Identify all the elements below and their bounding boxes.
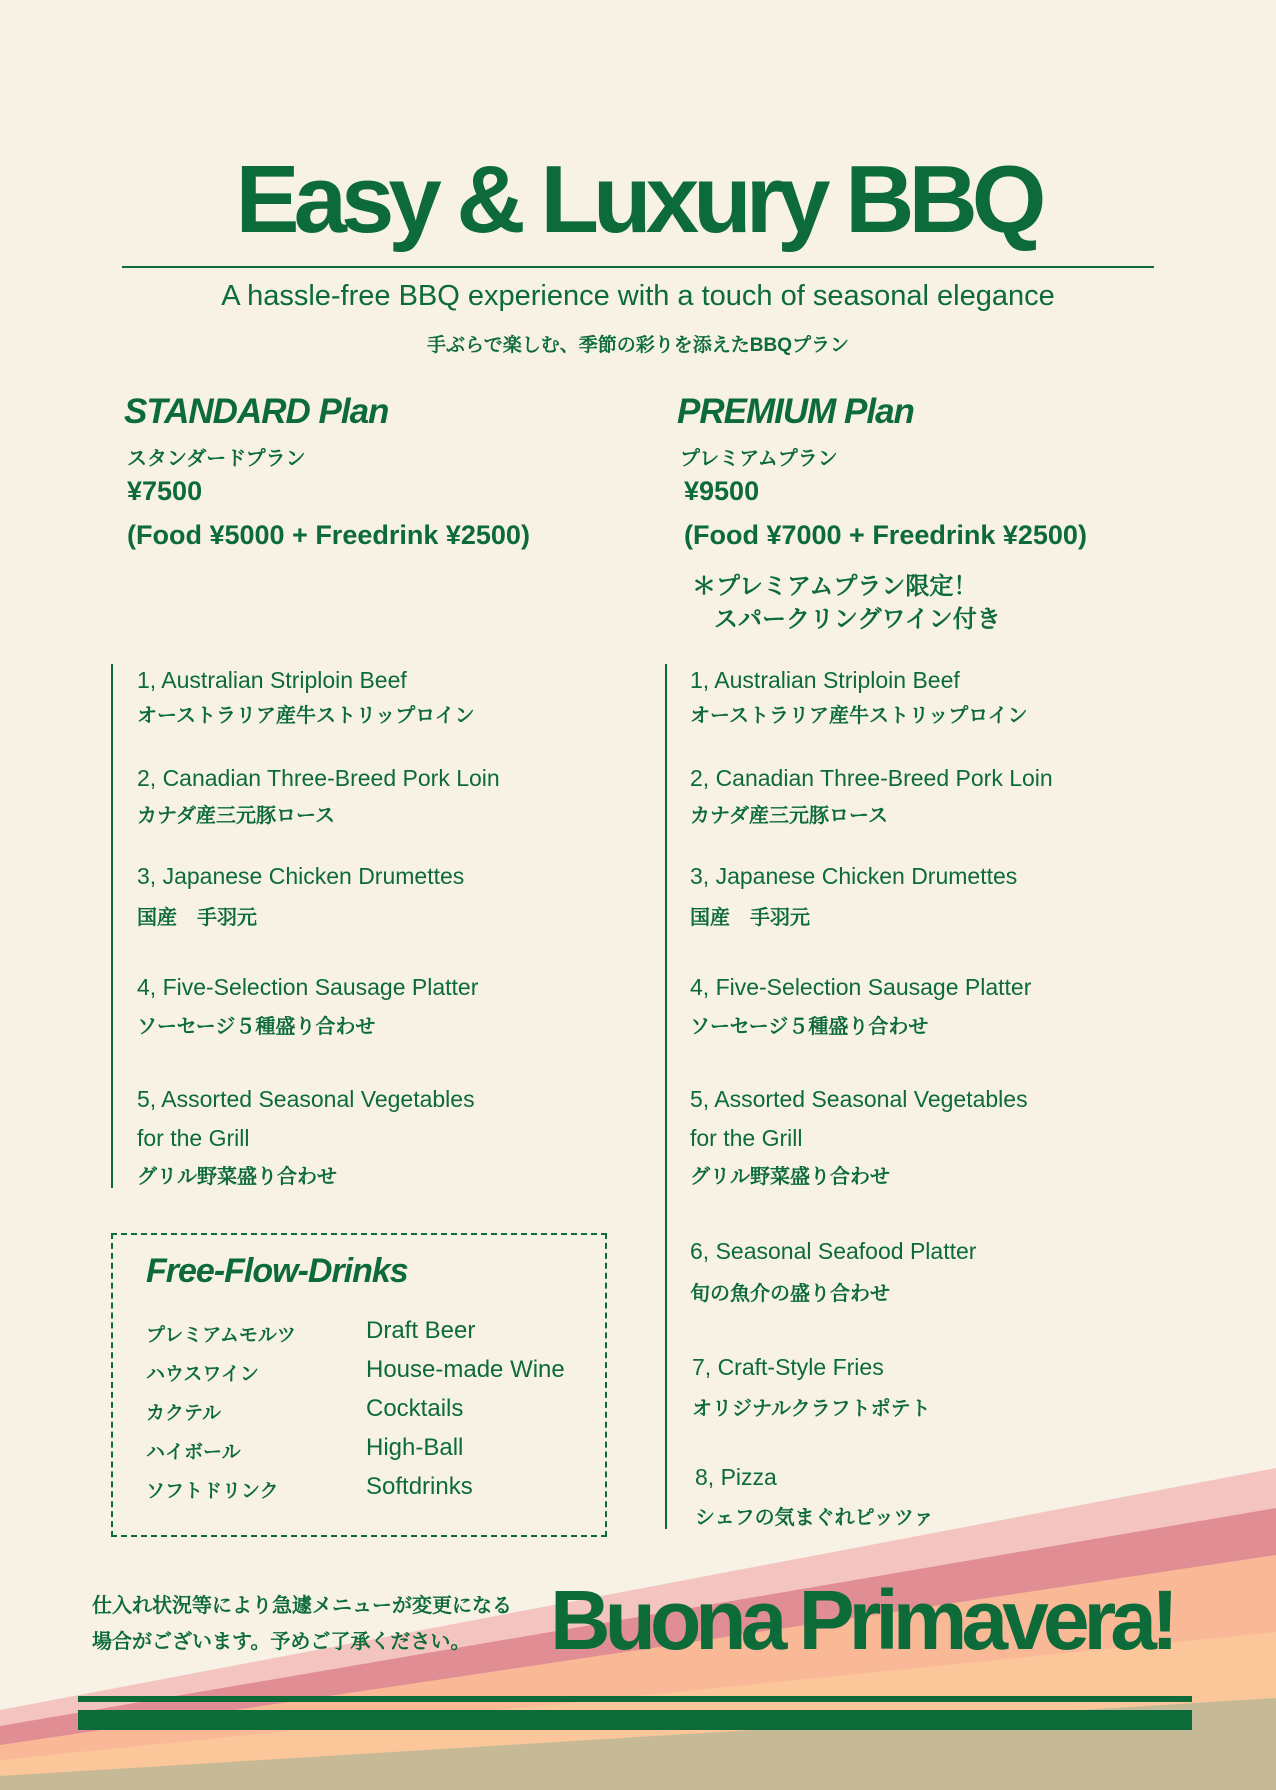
premium-plan-price: ¥9500: [684, 476, 760, 506]
standard-item-1-name-ja: オーストラリア産牛ストリップロイン: [137, 705, 475, 727]
standard-item-5-name-ja: グリル野菜盛り合わせ: [137, 1166, 337, 1188]
premium-item-1-name-ja: オーストラリア産牛ストリップロイン: [690, 705, 1028, 727]
notice-line-1: 仕入れ状況等により急遽メニューが変更になる: [92, 1595, 512, 1617]
premium-plan-breakdown: (Food ¥7000 + Freedrink ¥2500): [684, 520, 1087, 550]
premium-plan-name: PREMIUM Plan: [677, 392, 914, 431]
premium-item-6-name-ja: 旬の魚介の盛り合わせ: [690, 1283, 890, 1305]
drink-4-name-ja: ハイボール: [146, 1442, 241, 1463]
footer-thick-bar: [78, 1710, 1192, 1730]
premium-item-3-name-ja: 国産 手羽元: [690, 907, 810, 929]
premium-plan-note-line2: スパークリングワイン付き: [714, 606, 1001, 633]
drink-5-name: Softdrinks: [366, 1473, 473, 1500]
drink-4-name: High-Ball: [366, 1434, 464, 1461]
premium-item-4-name: 4, Five-Selection Sausage Platter: [690, 974, 1032, 1000]
page-title: Easy & Luxury BBQ: [235, 146, 1041, 253]
drink-2-name-ja: ハウスワイン: [146, 1364, 259, 1385]
drink-1-name: Draft Beer: [366, 1317, 476, 1344]
notice-line-2: 場合がございます。予めご了承ください。: [92, 1631, 471, 1653]
standard-item-2-name: 2, Canadian Three-Breed Pork Loin: [137, 765, 500, 791]
premium-item-5-name-ja: グリル野菜盛り合わせ: [690, 1166, 890, 1188]
premium-item-7-name: 7, Craft-Style Fries: [692, 1354, 884, 1380]
premium-item-4-name-ja: ソーセージ５種盛り合わせ: [690, 1016, 929, 1038]
premium-item-1-name: 1, Australian Striploin Beef: [690, 667, 960, 693]
premium-plan-note-line1: ＊プレミアムプラン限定！: [692, 573, 978, 600]
standard-item-5-name: 5, Assorted Seasonal Vegetables: [137, 1086, 475, 1112]
standard-plan-name: STANDARD Plan: [124, 392, 389, 431]
premium-item-3-name: 3, Japanese Chicken Drumettes: [690, 863, 1018, 889]
premium-item-2-name: 2, Canadian Three-Breed Pork Loin: [690, 765, 1053, 791]
standard-item-3-name: 3, Japanese Chicken Drumettes: [137, 863, 465, 889]
subtitle: A hassle-free BBQ experience with a touch of seasonal elegance: [221, 280, 1055, 312]
standard-plan-breakdown: (Food ¥5000 + Freedrink ¥2500): [127, 520, 530, 550]
drink-1-name-ja: プレミアムモルツ: [146, 1325, 296, 1346]
standard-item-2-name-ja: カナダ産三元豚ロース: [137, 805, 335, 827]
drink-5-name-ja: ソフトドリンク: [146, 1481, 279, 1502]
premium-item-6-name: 6, Seasonal Seafood Platter: [690, 1238, 977, 1264]
premium-menu-rule: [665, 664, 667, 1529]
slogan: Buona Primavera!: [550, 1573, 1173, 1667]
footer-thin-bar: [78, 1696, 1192, 1702]
standard-item-3-name-ja: 国産 手羽元: [137, 907, 257, 929]
title-underline: [122, 266, 1154, 268]
standard-menu-rule: [111, 664, 113, 1188]
menu-change-notice: [92, 1588, 512, 1660]
premium-item-5-name: 5, Assorted Seasonal Vegetables: [690, 1086, 1028, 1112]
standard-plan-price: ¥7500: [127, 476, 203, 506]
premium-item-2-name-ja: カナダ産三元豚ロース: [690, 805, 888, 827]
subtitle-japanese: 手ぶらで楽しむ、季節の彩りを添えたBBQプラン: [426, 335, 850, 356]
drink-3-name-ja: カクテル: [146, 1403, 222, 1424]
drinks-title: Free-Flow-Drinks: [146, 1252, 408, 1290]
drink-3-name: Cocktails: [366, 1395, 464, 1422]
premium-item-5-name-line2: for the Grill: [690, 1125, 803, 1151]
premium-item-8-name-ja: シェフの気まぐれピッツァ: [695, 1507, 934, 1529]
drink-2-name: House-made Wine: [366, 1356, 565, 1383]
standard-item-4-name: 4, Five-Selection Sausage Platter: [137, 974, 479, 1000]
premium-item-7-name-ja: オリジナルクラフトポテト: [692, 1398, 931, 1420]
premium-item-8-name: 8, Pizza: [695, 1464, 777, 1490]
standard-item-4-name-ja: ソーセージ５種盛り合わせ: [137, 1016, 376, 1038]
standard-item-5-name-line2: for the Grill: [137, 1125, 250, 1151]
premium-plan-name-ja: プレミアムプラン: [680, 448, 838, 470]
standard-plan-name-ja: スタンダードプラン: [127, 448, 306, 470]
standard-item-1-name: 1, Australian Striploin Beef: [137, 667, 407, 693]
